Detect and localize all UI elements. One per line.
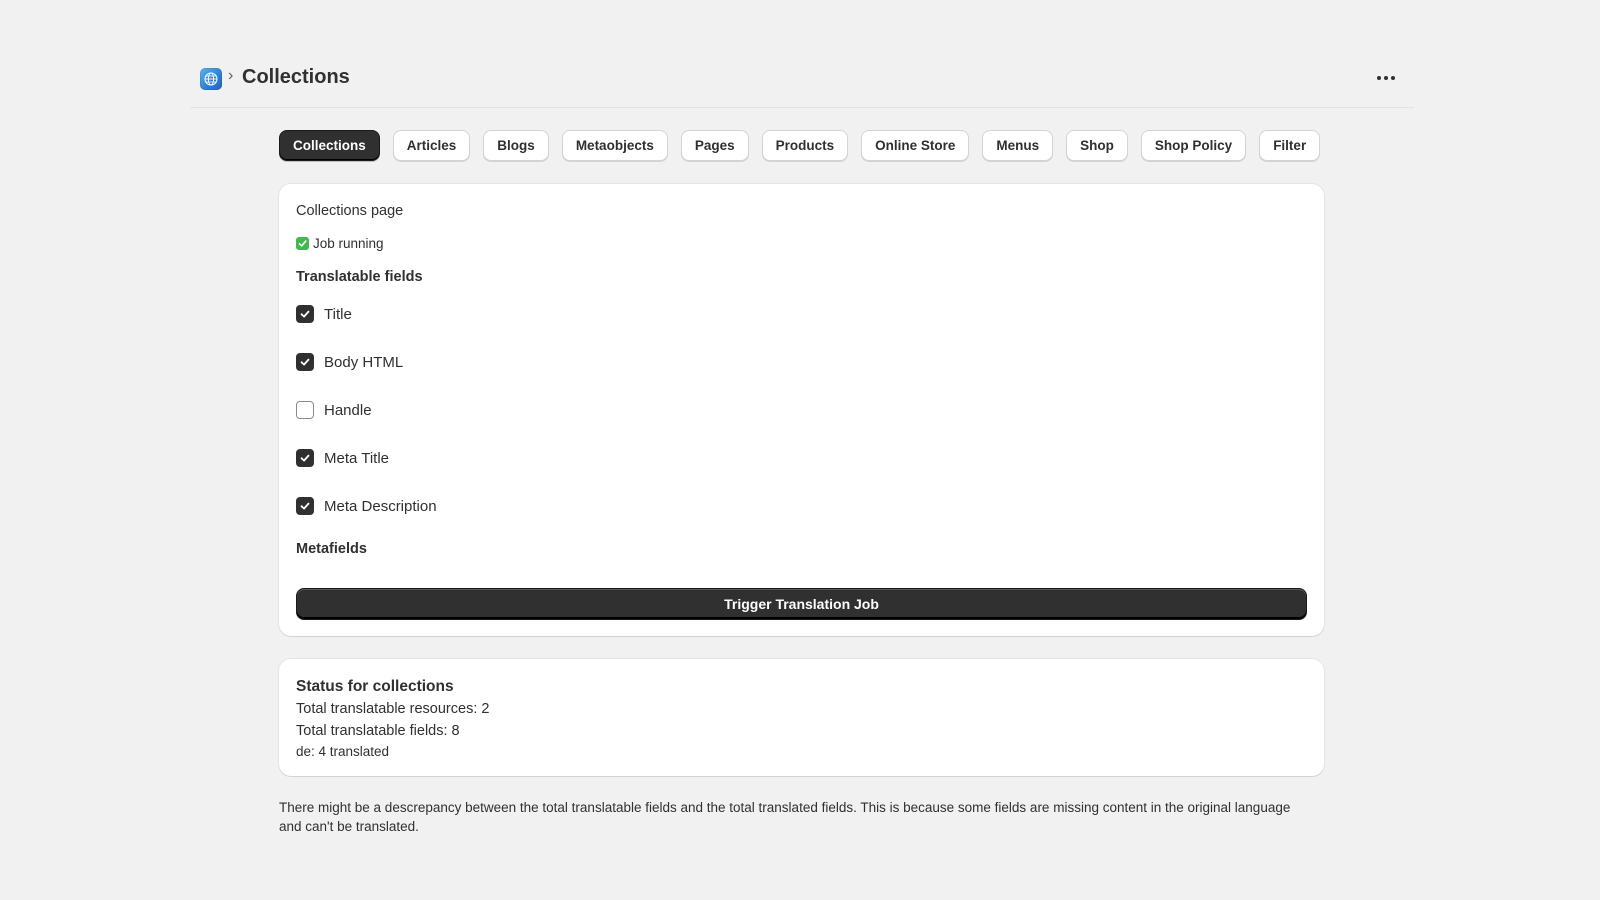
tab-shop[interactable]: Shop: [1066, 130, 1128, 161]
card-title: Collections page: [296, 203, 404, 219]
more-actions-button[interactable]: [1370, 64, 1402, 92]
field-meta-description-checkbox[interactable]: [296, 496, 437, 516]
tab-menus[interactable]: Menus: [982, 130, 1053, 161]
discrepancy-note: There might be a descrepancy between the total translatable fields and the total translated fields. This is because some fields are missing content in the original language and can't be translated.: [279, 800, 1291, 834]
field-label: Body HTML: [324, 353, 404, 371]
page-header: [190, 58, 1414, 108]
status-title: Status for collections: [296, 678, 454, 695]
checkbox[interactable]: [296, 497, 314, 515]
tab-pages[interactable]: Pages: [681, 130, 749, 161]
field-meta-title-checkbox[interactable]: [296, 448, 389, 468]
breadcrumb-separator: ›: [228, 67, 234, 84]
tab-metaobjects[interactable]: Metaobjects: [562, 130, 668, 161]
translated-count: de: 4 translated: [296, 744, 390, 759]
field-title-checkbox[interactable]: [296, 304, 352, 324]
checkbox[interactable]: [296, 305, 314, 323]
page-title: Collections: [242, 66, 350, 88]
resource-tabs: [279, 130, 1320, 162]
checkbox[interactable]: [296, 401, 314, 419]
tab-shop-policy[interactable]: Shop Policy: [1141, 130, 1246, 161]
field-label: Handle: [324, 401, 372, 419]
tab-products[interactable]: Products: [762, 130, 849, 161]
translation-job-card: [279, 184, 1324, 636]
checkbox[interactable]: [296, 449, 314, 467]
ellipsis-icon: [1377, 76, 1381, 80]
metafields-heading: Metafields: [296, 541, 367, 557]
translatable-fields-heading: Translatable fields: [296, 269, 423, 285]
job-status-text: Job running: [313, 236, 384, 251]
field-body-html-checkbox[interactable]: [296, 352, 403, 372]
globe-icon[interactable]: [200, 68, 222, 90]
job-status: [296, 236, 384, 251]
checkbox[interactable]: [296, 353, 314, 371]
field-label: Meta Title: [324, 449, 390, 467]
field-label: Title: [324, 305, 352, 323]
check-mark-button-icon: [296, 237, 309, 250]
tab-filter[interactable]: Filter: [1259, 130, 1320, 161]
field-label: Meta Description: [324, 497, 437, 515]
field-handle-checkbox[interactable]: [296, 400, 372, 420]
trigger-translation-job-button[interactable]: Trigger Translation Job: [296, 588, 1307, 620]
status-card: [279, 659, 1324, 776]
tab-blogs[interactable]: Blogs: [483, 130, 549, 161]
total-resources: Total translatable resources: 2: [296, 701, 490, 717]
tab-online-store[interactable]: Online Store: [861, 130, 969, 161]
tab-collections[interactable]: Collections: [279, 130, 380, 161]
total-fields: Total translatable fields: 8: [296, 723, 460, 739]
tab-articles[interactable]: Articles: [393, 130, 471, 161]
